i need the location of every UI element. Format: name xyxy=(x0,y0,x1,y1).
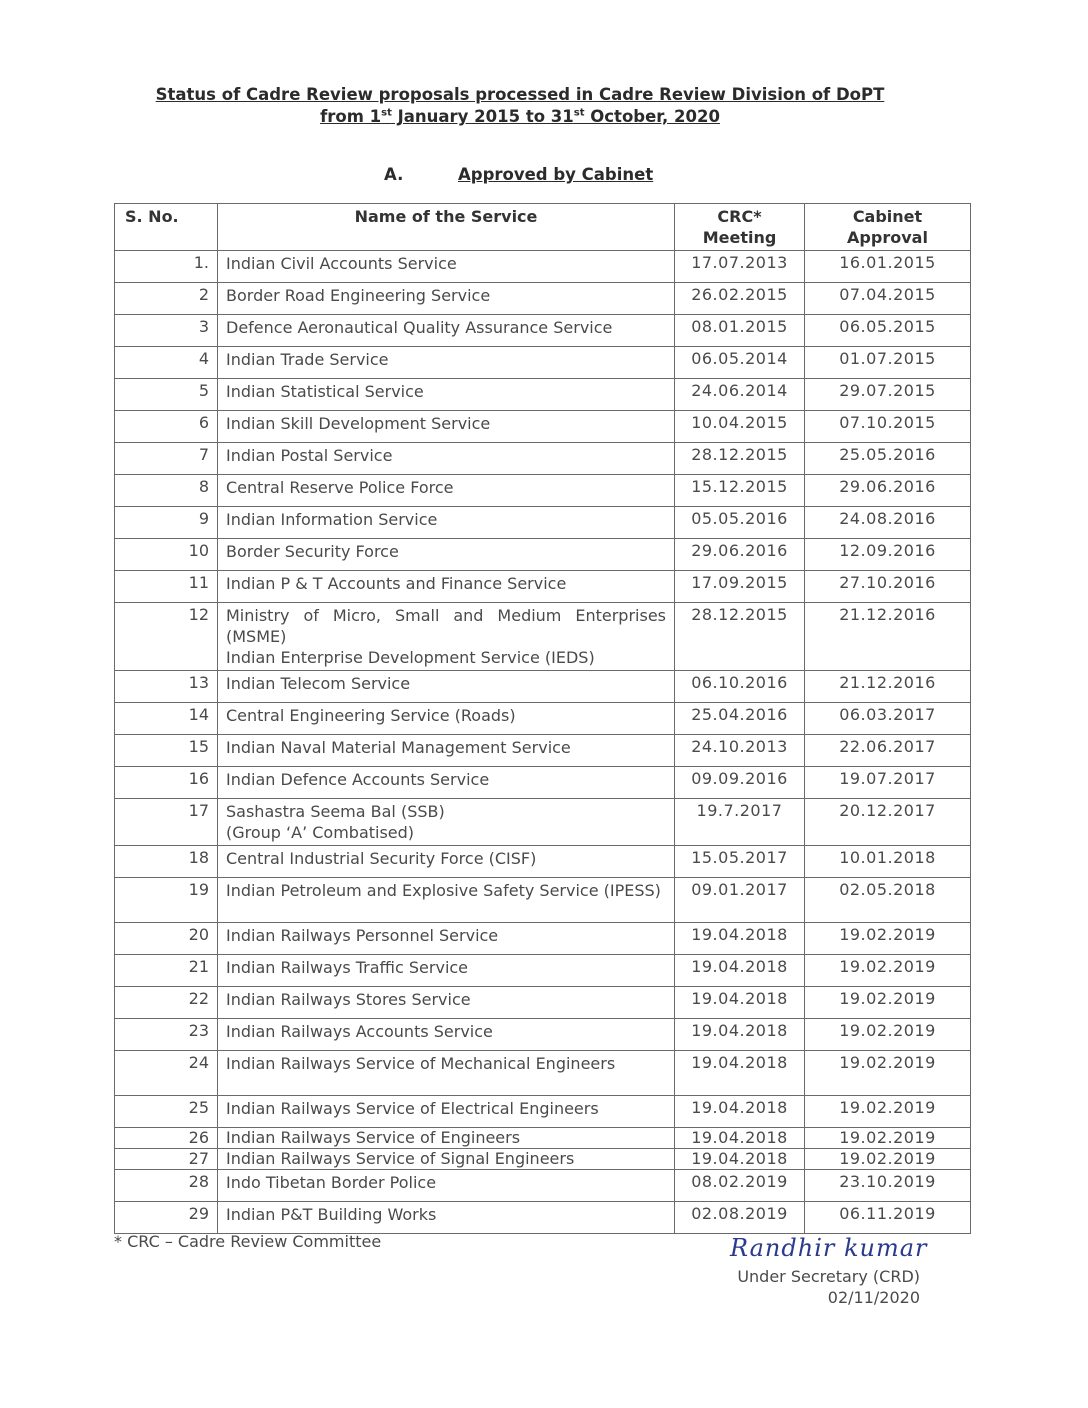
document-title xyxy=(0,84,1040,128)
table-row: 16 Indian Defence Accounts Service 09.09.2016 19.07.2017 xyxy=(115,767,971,799)
title-line-1: Status of Cadre Review proposals processed in Cadre Review Division of DoPT xyxy=(155,85,885,104)
table-row: 6 Indian Skill Development Service 10.04.2015 07.10.2015 xyxy=(115,411,971,443)
table-row: 21 Indian Railways Traffic Service 19.04.2018 19.02.2019 xyxy=(115,955,971,987)
table-header-row xyxy=(115,204,971,251)
table-row: 26 Indian Railways Service of Engineers 19.04.2018 19.02.2019 xyxy=(115,1128,971,1149)
header-sno: S. No. xyxy=(115,204,218,251)
table-row: 3 Defence Aeronautical Quality Assurance Service 08.01.2015 06.05.2015 xyxy=(115,315,971,347)
table-row: 27 Indian Railways Service of Signal Engineers 19.04.2018 19.02.2019 xyxy=(115,1149,971,1170)
table-row: 23 Indian Railways Accounts Service 19.04.2018 19.02.2019 xyxy=(115,1019,971,1051)
header-crc-meeting: CRC* Meeting xyxy=(675,204,805,251)
section-letter: A. xyxy=(384,165,404,184)
table-row: 24 Indian Railways Service of Mechanical Engineers 19.04.2018 19.02.2019 xyxy=(115,1051,971,1096)
table-row: 1. Indian Civil Accounts Service 17.07.2013 16.01.2015 xyxy=(115,251,971,283)
table-row: 9 Indian Information Service 05.05.2016 24.08.2016 xyxy=(115,507,971,539)
table-row: 5 Indian Statistical Service 24.06.2014 29.07.2015 xyxy=(115,379,971,411)
signatory-block xyxy=(718,1266,920,1308)
title-line-2: from 1st January 2015 to 31st October, 2020 xyxy=(320,107,720,126)
table-row: 29 Indian P&T Building Works 02.08.2019 06.11.2019 xyxy=(115,1202,971,1234)
table-row: 10 Border Security Force 29.06.2016 12.09.2016 xyxy=(115,539,971,571)
cadre-review-table xyxy=(114,203,971,1234)
table-row: 25 Indian Railways Service of Electrical Engineers 19.04.2018 19.02.2019 xyxy=(115,1096,971,1128)
table-row: 14 Central Engineering Service (Roads) 25.04.2016 06.03.2017 xyxy=(115,703,971,735)
signatory-date: 02/11/2020 xyxy=(827,1288,920,1307)
handwritten-signature: Randhir kumar xyxy=(730,1234,928,1262)
table-row: 8 Central Reserve Police Force 15.12.2015 29.06.2016 xyxy=(115,475,971,507)
section-title: Approved by Cabinet xyxy=(458,165,654,184)
header-cabinet-approval: Cabinet Approval xyxy=(805,204,971,251)
table-row: 13 Indian Telecom Service 06.10.2016 21.12.2016 xyxy=(115,671,971,703)
table-row: 22 Indian Railways Stores Service 19.04.2018 19.02.2019 xyxy=(115,987,971,1019)
table-row: 2 Border Road Engineering Service 26.02.2015 07.04.2015 xyxy=(115,283,971,315)
section-heading xyxy=(384,165,653,184)
table-row: 7 Indian Postal Service 28.12.2015 25.05.2016 xyxy=(115,443,971,475)
footnote: * CRC – Cadre Review Committee xyxy=(114,1232,382,1251)
table-row: 4 Indian Trade Service 06.05.2014 01.07.2015 xyxy=(115,347,971,379)
table-row: 12 Ministry of Micro, Small and Medium Enterprises (MSME) Indian Enterprise Development Service (IEDS) 28.12.2015 21.12.2016 xyxy=(115,603,971,671)
signatory-designation: Under Secretary (CRD) xyxy=(737,1267,920,1286)
table-row: 20 Indian Railways Personnel Service 19.04.2018 19.02.2019 xyxy=(115,923,971,955)
table-row: 17 Sashastra Seema Bal (SSB) (Group ‘A’ Combatised) 19.7.2017 20.12.2017 xyxy=(115,799,971,846)
table-row: 19 Indian Petroleum and Explosive Safety Service (IPESS) 09.01.2017 02.05.2018 xyxy=(115,878,971,923)
table-row: 28 Indo Tibetan Border Police 08.02.2019 23.10.2019 xyxy=(115,1170,971,1202)
header-service-name: Name of the Service xyxy=(218,204,675,251)
table-row: 15 Indian Naval Material Management Service 24.10.2013 22.06.2017 xyxy=(115,735,971,767)
table-row: 18 Central Industrial Security Force (CISF) 15.05.2017 10.01.2018 xyxy=(115,846,971,878)
table-row: 11 Indian P & T Accounts and Finance Service 17.09.2015 27.10.2016 xyxy=(115,571,971,603)
